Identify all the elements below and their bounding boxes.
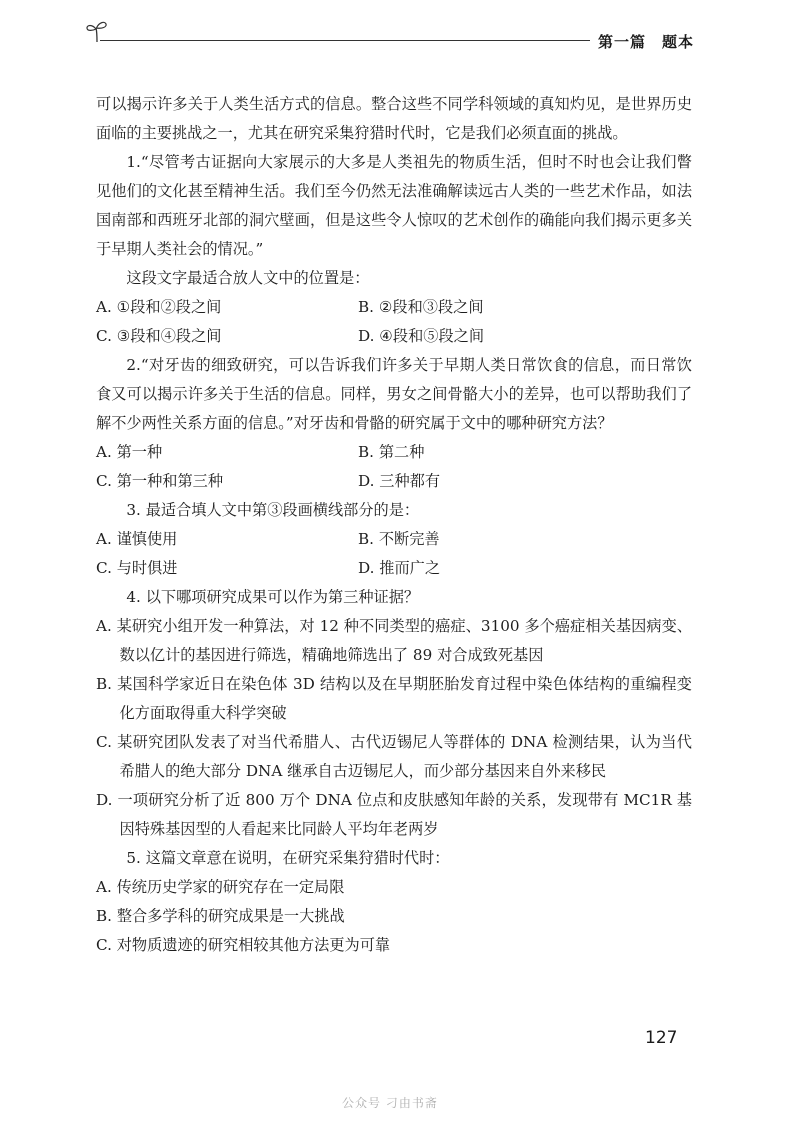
question-2-option-a: A. 第一种 (96, 443, 163, 461)
question-4-option-a: A. 某研究小组开发一种算法，对 12 种不同类型的癌症、3100 多个癌症相关基因病变、数以亿计的基因进行筛选，精确地筛选出了 89 对合成致死基因 (96, 617, 692, 664)
question-3-options-row-1 (96, 525, 692, 554)
question-4-option-d: D. 一项研究分析了近 800 万个 DNA 位点和皮肤感知年龄的关系，发现带有 MC1R 基因特殊基因型的人看起来比同龄人平均年老两岁 (96, 791, 692, 838)
question-1-options-row-2 (96, 322, 692, 351)
question-3-option-c: C. 与时俱进 (96, 559, 178, 577)
page-number: 127 (645, 1028, 678, 1048)
question-3-option-b: B. 不断完善 (358, 530, 440, 548)
question-1-ask: 这段文字最适合放人文中的位置是： (126, 269, 370, 287)
question-3-stem: 3. 最适合填人文中第③段画横线部分的是： (126, 501, 420, 519)
watermark-text: 公众号 刁由书斋 (342, 1096, 438, 1110)
question-2-option-c: C. 第一种和第三种 (96, 472, 224, 490)
question-1-options-row-1 (96, 293, 692, 322)
section-title: 第一篇 题本 (598, 33, 695, 51)
question-3-option-d: D. 推而广之 (358, 559, 441, 577)
question-1-option-b: B. ②段和③段之间 (358, 298, 484, 316)
question-2-options-row-1 (96, 438, 692, 467)
question-5-stem: 5. 这篇文章意在说明，在研究采集狩猎时代时： (126, 849, 450, 867)
question-2-options-row-2 (96, 467, 692, 496)
question-1-option-c: C. ③段和④段之间 (96, 327, 222, 345)
question-2-stem: 2.“对牙齿的细致研究，可以告诉我们许多关于早期人类日常饮食的信息，而日常饮食又可以揭示许多关于生活的信息。同样，男女之间骨骼大小的差异，也可以帮助我们了解不少两性关系方面的信息。”对牙齿和骨骼的研究属于文中的哪种研究方法？ (96, 356, 692, 432)
question-3-option-a: A. 谨慎使用 (96, 530, 178, 548)
question-2-option-d: D. 三种都有 (358, 472, 441, 490)
question-4-option-b: B. 某国科学家近日在染色体 3D 结构以及在早期胚胎发育过程中染色体结构的重编程变化方面取得重大科学突破 (96, 675, 692, 722)
header-rule (100, 40, 590, 41)
question-1-stem: 1.“尽管考古证据向大家展示的大多是人类祖先的物质生活，但时不时也会让我们瞥见他们的文化甚至精神生活。我们至今仍然无法准确解读远古人类的一些艺术作品，如法国南部和西班牙北部的洞穴壁画，但是这些令人惊叹的艺术创作的确能向我们揭示更多关于早期人类社会的情况。” (96, 153, 692, 258)
question-5-option-a: A. 传统历史学家的研究存在一定局限 (96, 878, 345, 896)
question-1-option-d: D. ④段和⑤段之间 (358, 327, 485, 345)
intro-paragraph: 可以揭示许多关于人类生活方式的信息。整合这些不同学科领域的真知灼见，是世界历史面临的主要挑战之一，尤其在研究采集狩猎时代时，它是我们必须直面的挑战。 (96, 95, 692, 142)
question-4-option-c: C. 某研究团队发表了对当代希腊人、古代迈锡尼人等群体的 DNA 检测结果，认为当代希腊人的绝大部分 DNA 继承自古迈锡尼人，而少部分基因来自外来移民 (96, 733, 692, 780)
question-2-option-b: B. 第二种 (358, 443, 425, 461)
question-5-option-c: C. 对物质遗迹的研究相较其他方法更为可靠 (96, 936, 391, 954)
page-body (96, 90, 692, 960)
page-header (0, 0, 800, 60)
question-3-options-row-2 (96, 554, 692, 583)
question-4-stem: 4. 以下哪项研究成果可以作为第三种证据？ (126, 588, 420, 606)
question-5-option-b: B. 整合多学科的研究成果是一大挑战 (96, 907, 345, 925)
question-1-option-a: A. ①段和②段之间 (96, 298, 222, 316)
